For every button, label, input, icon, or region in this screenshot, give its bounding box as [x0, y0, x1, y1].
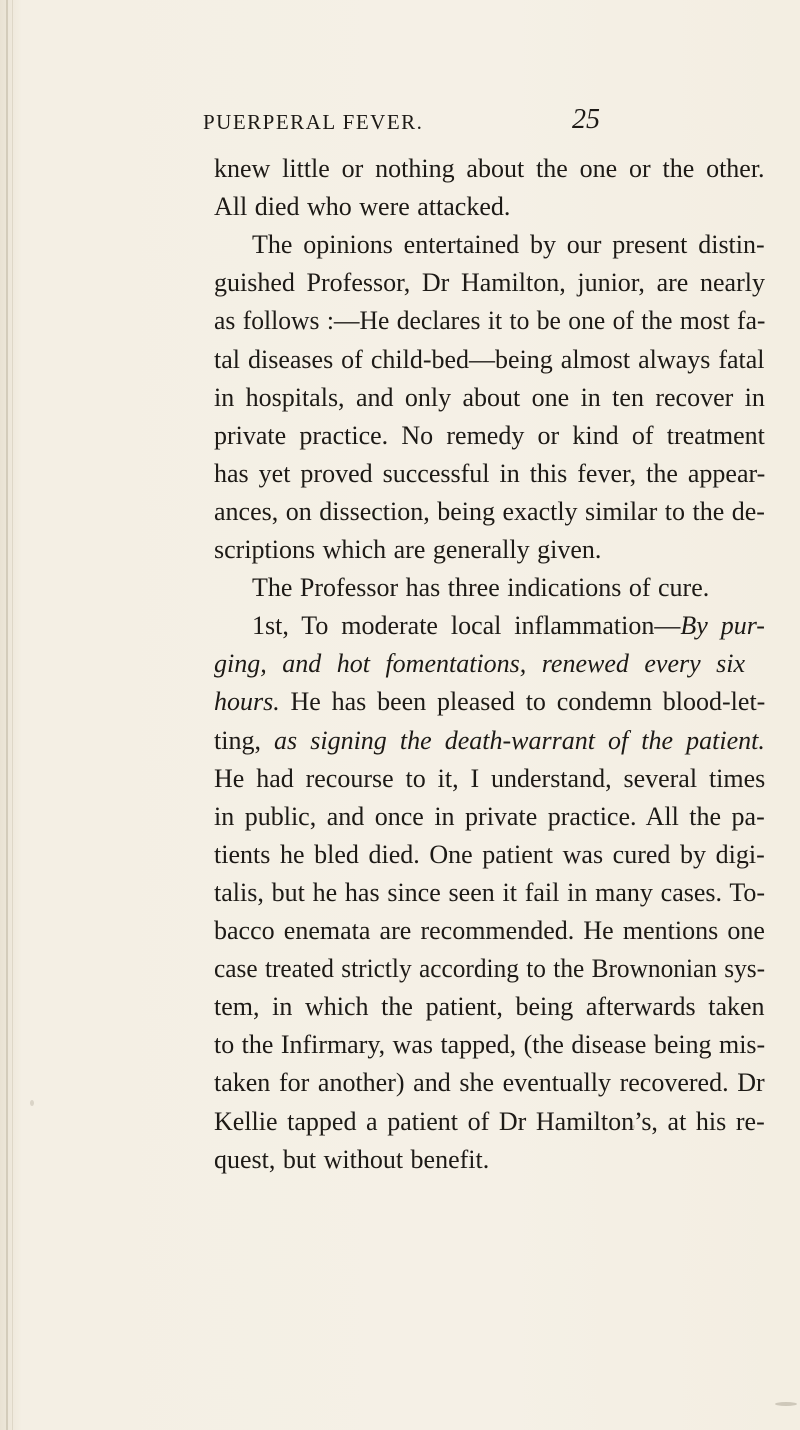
text-line [214, 457, 765, 491]
text-line [252, 228, 765, 262]
text-run: All died who were attacked. [214, 192, 511, 221]
text-line [214, 914, 765, 948]
italic-text: By pur- [680, 611, 765, 640]
text-line [214, 1143, 489, 1177]
text-line [214, 1028, 765, 1062]
text-run: private practice. No remedy or kind of treatment [214, 421, 765, 450]
text-run: tients he bled died. One patient was cured by digi- [214, 840, 765, 869]
text-line [214, 1066, 765, 1100]
text-run: has yet proved successful in this fever, the appear- [214, 459, 766, 488]
text-run: ting, [214, 726, 275, 755]
text-run: bacco enemata are recommended. He mentions one [214, 916, 765, 945]
text-run: tal diseases of child-bed—being almost always fatal [214, 345, 765, 374]
text-line [214, 190, 510, 224]
text-run: He had recourse to it, I understand, several times [214, 764, 766, 793]
text-line [214, 152, 765, 186]
text-run: as follows :—He declares it to be one of the most fa- [214, 306, 766, 335]
text-run: in hospitals, and only about one in ten recover in [214, 383, 765, 412]
binding-edge-shadow [12, 0, 13, 1430]
text-line [252, 609, 765, 643]
text-line [214, 838, 765, 872]
text-run: in public, and once in private practice. All the pa- [214, 802, 765, 831]
text-line [214, 533, 601, 567]
text-run: talis, but he has since seen it fail in many cases. To- [214, 878, 766, 907]
text-line [214, 343, 765, 377]
text-line [214, 724, 765, 758]
text-run: to the Infirmary, was tapped, (the disease being mis- [214, 1030, 766, 1059]
text-line [214, 990, 765, 1024]
text-line [214, 419, 765, 453]
italic-text: hours. [214, 687, 280, 716]
text-run: quest, but without benefit. [214, 1145, 490, 1174]
text-line [214, 762, 765, 796]
text-line [214, 381, 765, 415]
text-run: The Professor has three indications of cure. [252, 573, 710, 602]
text-run: Kellie tapped a patient of Dr Hamilton’s, at his re- [214, 1107, 765, 1136]
text-run: guished Professor, Dr Hamilton, junior, are nearly [214, 268, 765, 297]
text-run: knew little or nothing about the one or the other. [214, 154, 765, 183]
paper-speck [30, 1100, 34, 1106]
italic-text: as signing the death-warrant of the patient. [274, 726, 765, 755]
text-line [214, 304, 765, 338]
text-run: 1st, To moderate local inflammation— [252, 611, 681, 640]
text-run: The opinions entertained by our present distin- [252, 230, 765, 259]
text-line [214, 266, 765, 300]
text-line [214, 876, 765, 910]
page-number: 25 [572, 104, 600, 135]
text-run: case treated strictly according to the Brownonian sys- [214, 954, 766, 983]
running-title: PUERPERAL FEVER. [203, 110, 424, 134]
text-line [214, 952, 765, 986]
text-line [214, 800, 765, 834]
text-run: scriptions which are generally given. [214, 535, 602, 564]
text-run: He has been pleased to condemn blood-let- [279, 687, 766, 716]
text-line [252, 571, 709, 605]
text-line [214, 1105, 765, 1139]
text-line [214, 685, 765, 719]
text-run: taken for another) and she eventually recovered. Dr [214, 1068, 765, 1097]
paper-speck [632, 1125, 635, 1129]
binding-edge [6, 0, 8, 1430]
text-run: tem, in which the patient, being afterwards taken [214, 992, 765, 1021]
text-line [214, 647, 745, 681]
paper-speck [775, 1402, 797, 1406]
text-run: ances, on dissection, being exactly similar to the de- [214, 497, 765, 526]
text-line [214, 495, 765, 529]
italic-text: ging, and hot fomentations, renewed every six [214, 649, 746, 678]
